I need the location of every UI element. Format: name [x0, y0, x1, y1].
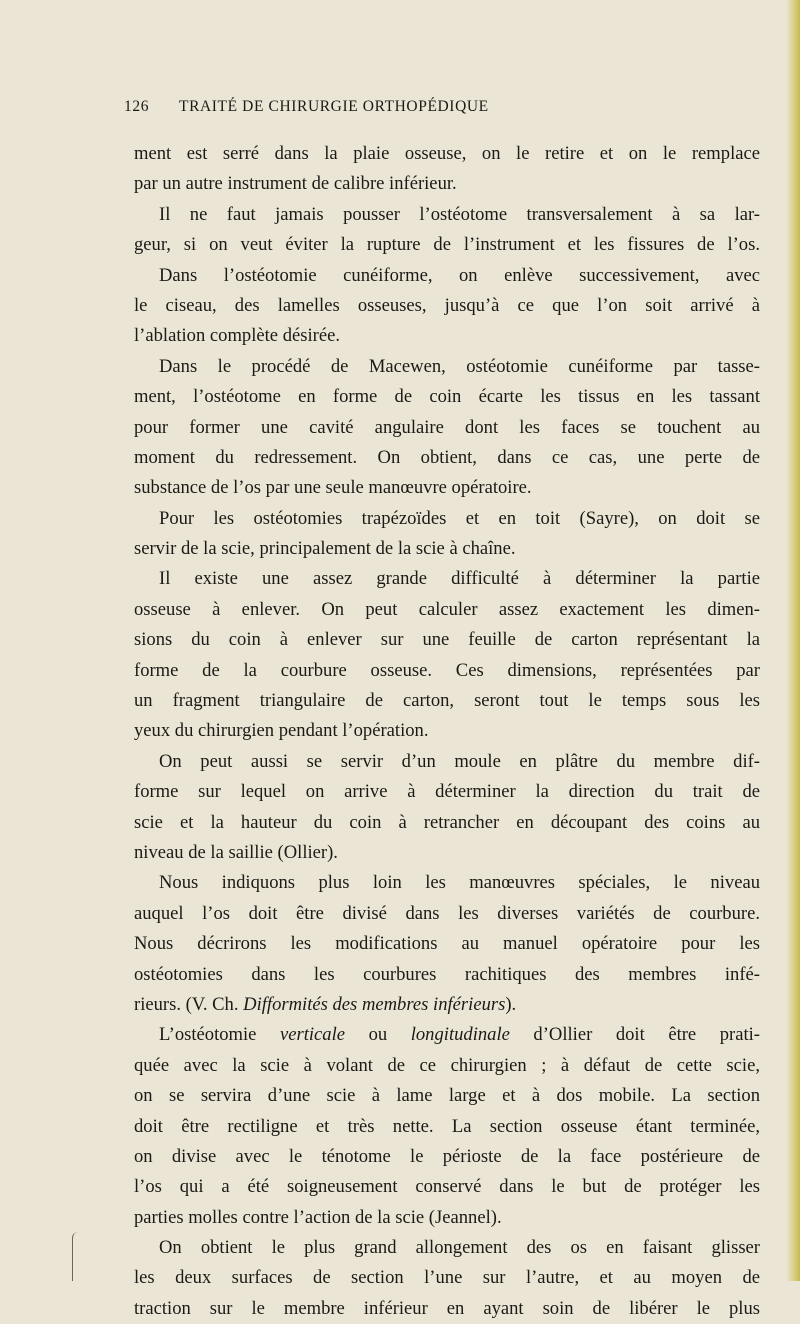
italic-term: longitudinale	[410, 1024, 510, 1046]
text-fragment: ).	[505, 993, 517, 1015]
text-line: auquel l’os doit être divisé dans les diverses variétés de courbure.	[134, 902, 760, 924]
text-line: servir de la scie, principalement de la scie à chaîne.	[134, 538, 516, 560]
text-fragment: d’Ollier doit être prati-	[509, 1024, 760, 1046]
text-line: on divise avec le ténotome le périoste de la face postérieure de	[134, 1145, 760, 1167]
text-line: parties molles contre l’action de la scie (Jeannel).	[134, 1206, 502, 1228]
text-line: forme sur lequel on arrive à déterminer la direction du trait de	[134, 781, 760, 803]
text-line: moment du redressement. On obtient, dans ce cas, une perte de	[134, 446, 760, 468]
text-line: on se servira d’une scie à lame large et à dos mobile. La section	[134, 1085, 760, 1107]
text-line: sions du coin à enlever sur une feuille de carton représentant la	[134, 629, 760, 651]
text-line: Dans l’ostéotomie cunéiforme, on enlève successivement, avec	[159, 264, 760, 286]
text-line: Pour les ostéotomies trapézoïdes et en toit (Sayre), on doit se	[159, 507, 760, 529]
page-number: 126	[124, 98, 150, 115]
text-line: ostéotomies dans les courbures rachitiques des membres infé-	[134, 963, 760, 985]
text-line: niveau de la saillie (Ollier).	[134, 841, 338, 863]
text-line: le ciseau, des lamelles osseuses, jusqu’à ce que l’on soit arrivé à	[134, 294, 760, 316]
text-line: geur, si on veut éviter la rupture de l’instrument et les fissures de l’os.	[134, 234, 760, 256]
text-line: On obtient le plus grand allongement des os en faisant glisser	[159, 1237, 760, 1259]
text-line-osteotomy	[134, 1020, 760, 1050]
text-line: yeux du chirurgien pendant l’opération.	[134, 720, 429, 742]
text-line: traction sur le membre inférieur en ayant soin de libérer le plus	[134, 1297, 760, 1319]
text-fragment: rieurs. (V. Ch.	[134, 993, 244, 1015]
italic-term: verticale	[279, 1024, 346, 1046]
text-line: ment, l’ostéotome en forme de coin écarte les tissus en les tassant	[134, 386, 760, 408]
text-line: par un autre instrument de calibre inférieur.	[134, 173, 457, 195]
text-line: Nous décrirons les modifications au manuel opératoire pour les	[134, 933, 760, 955]
text-line: l’ablation complète désirée.	[134, 325, 340, 347]
text-line: On peut aussi se servir d’un moule en plâtre du membre dif-	[159, 750, 760, 772]
text-line: scie et la hauteur du coin à retrancher en découpant des coins au	[134, 811, 760, 833]
text-line: forme de la courbure osseuse. Ces dimensions, représentées par	[134, 659, 760, 681]
text-line: un fragment triangulaire de carton, seront tout le temps sous les	[134, 690, 760, 712]
text-line: Nous indiquons plus loin les manœuvres spéciales, le niveau	[159, 872, 760, 894]
text-line: les deux surfaces de section l’une sur l’autre, et au moyen de	[134, 1267, 760, 1289]
text-line: osseuse à enlever. On peut calculer assez exactement les dimen-	[134, 598, 760, 620]
running-title: TRAITÉ DE CHIRURGIE ORTHOPÉDIQUE	[179, 98, 489, 115]
page-edge-shadow	[786, 0, 800, 1281]
text-line: ment est serré dans la plaie osseuse, on le retire et on le remplace	[134, 143, 760, 164]
text-line: Il existe une assez grande difficulté à déterminer la partie	[159, 568, 760, 590]
text-fragment: ou	[345, 1024, 411, 1046]
text-fragment: L’ostéotomie	[159, 1024, 280, 1046]
text-line: pour former une cavité angulaire dont les faces se touchent au	[134, 416, 760, 438]
body-text	[134, 139, 760, 1324]
text-line: doit être rectiligne et très nette. La section osseuse étant terminée,	[134, 1115, 760, 1137]
text-line: quée avec la scie à volant de ce chirurgien ; à défaut de cette scie,	[134, 1054, 760, 1076]
text-line: Il ne faut jamais pousser l’ostéotome transversalement à sa lar-	[159, 203, 760, 225]
text-line: l’os qui a été soigneusement conservé dans le but de protéger les	[134, 1176, 760, 1198]
text-line: Dans le procédé de Macewen, ostéotomie cunéiforme par tasse-	[159, 355, 760, 377]
italic-title: Difformités des membres inférieurs	[243, 993, 506, 1015]
margin-mark	[72, 1232, 83, 1281]
text-line: substance de l’os par une seule manœuvre opératoire.	[134, 477, 532, 499]
page-header	[124, 98, 644, 122]
text-line-reference	[134, 990, 760, 1020]
